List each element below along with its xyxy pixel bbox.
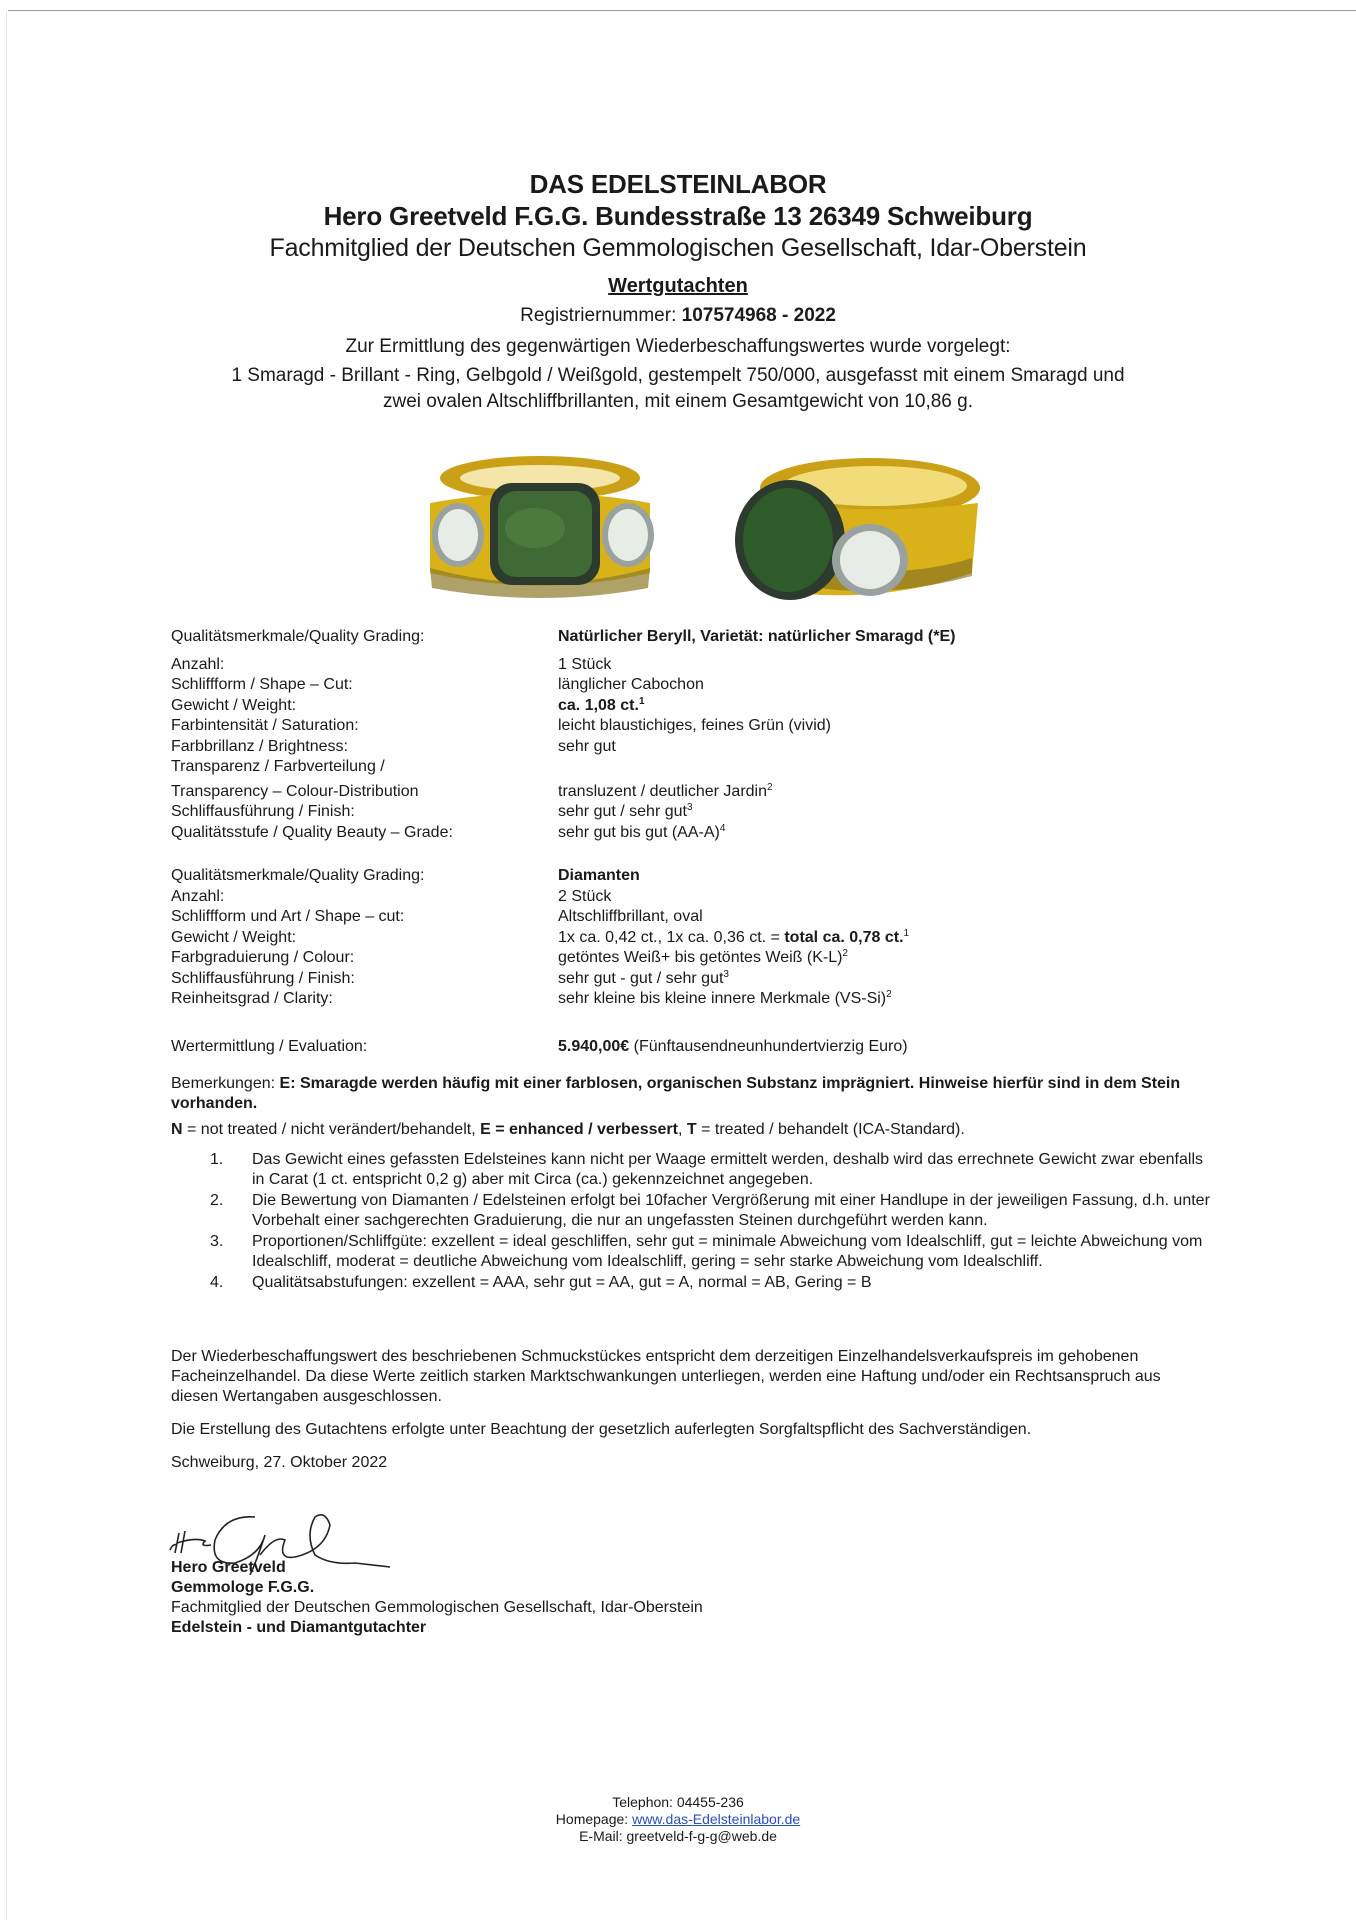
footnote-ref: 3 <box>686 802 693 813</box>
signer-role: Edelstein - und Diamantgutachter <box>171 1619 427 1636</box>
row-value: leicht blaustichiges, feines Grün (vivid) <box>558 717 832 734</box>
registration-label: Registriernummer: <box>520 305 677 326</box>
lab-address: Hero Greetveld F.G.G. Bundesstraße 13 26349 Schweiburg <box>323 201 1033 231</box>
row-label: Schliffausführung / Finish: <box>171 803 355 820</box>
grading-row <box>171 887 1071 908</box>
footnote-item <box>210 1232 1210 1272</box>
diamond-side <box>840 531 900 589</box>
footnote-number: 2. <box>210 1192 224 1209</box>
evaluation-value <box>558 1037 1071 1057</box>
footnote-item <box>210 1191 1210 1231</box>
grading-row <box>171 782 1071 803</box>
diamond-right <box>608 509 648 561</box>
document-title: Wertgutachten <box>608 275 748 297</box>
row-label: Qualitätsstufe / Quality Beauty – Grade: <box>171 823 453 841</box>
row-value: Altschliffbrillant, oval <box>558 908 703 925</box>
grading-row <box>171 989 1071 1010</box>
footnote-item <box>210 1150 1210 1190</box>
email-address: greetveld-f-g-g@web.de <box>626 1828 777 1844</box>
email-line <box>0 1828 1356 1845</box>
finish-value: sehr gut - gut / sehr gut <box>558 969 724 987</box>
emerald-grading-section <box>171 627 1071 843</box>
legend-t-text: = treated / behandelt (ICA-Standard). <box>696 1121 965 1138</box>
ring-front-photo <box>420 448 660 608</box>
footnote-ref: 1 <box>903 927 910 939</box>
weight-detail: 1x ca. 0,42 ct., 1x ca. 0,36 ct. = <box>558 928 785 946</box>
grading-value: Natürlicher Beryll, Varietät: natürlicher Smaragd (*E) <box>558 628 956 645</box>
disclaimer-paragraph: Der Wiederbeschaffungswert des beschriebenen Schmuckstückes entspricht dem derzeitigen Einzelhandelsverkaufspreis im gehobenen Facheinzelhandel. Da diese Werte zeitlich starken Marktschwankungen unterliegen, werden eine Haftung und/oder ein Rechtsanspruch aus diesen Wertangaben ausgeschlossen. <box>171 1348 1161 1405</box>
row-label: Gewicht / Weight: <box>171 696 297 714</box>
diamond-grading-header <box>171 866 1071 887</box>
homepage-link[interactable]: www.das-Edelsteinlabor.de <box>632 1811 801 1827</box>
weight-total: total ca. 0,78 ct. <box>784 928 904 946</box>
row-value <box>558 948 1071 969</box>
letterhead <box>0 168 1356 413</box>
finish-value: sehr gut / sehr gut <box>558 803 687 820</box>
footnote-ref: 3 <box>723 968 729 980</box>
grading-label: Qualitätsmerkmale/Quality Grading: <box>171 867 425 884</box>
footnote-number: 1. <box>210 1151 224 1168</box>
colour-value: getöntes Weiß+ bis getöntes Weiß (K-L) <box>558 949 843 966</box>
legend-n-text: = not treated / nicht verändert/behandelt, <box>182 1121 481 1138</box>
evaluation-amount: 5.940,00€ <box>558 1038 630 1055</box>
diamond-left <box>438 509 478 561</box>
row-label: Schliffausführung / Finish: <box>171 969 355 987</box>
footnote-ref: 4 <box>719 822 726 834</box>
row-value <box>558 782 1071 803</box>
footnote-ref: 2 <box>842 948 848 959</box>
grading-value: Diamanten <box>558 867 640 884</box>
row-label: Schliffform / Shape – Cut: <box>171 676 353 693</box>
grading-row <box>171 802 1071 823</box>
footnote-item <box>210 1273 1210 1293</box>
row-value <box>558 696 1071 717</box>
evaluation-row <box>171 1037 1071 1057</box>
grading-row <box>171 716 1071 737</box>
footnote-text: Die Bewertung von Diamanten / Edelsteinen erfolgt bei 10facher Vergrößerung mit einer Handlupe in der jeweiligen Fassung, d.h. unter Vorbehalt einer sachgerechten Graduierung, die nur an ungefassten Steinen durchgeführt werden kann. <box>252 1192 1210 1229</box>
evaluation-amount-words: (Fünftausendneunhundertvierzig Euro) <box>629 1038 908 1055</box>
grading-row <box>171 948 1071 969</box>
diamond-grading-section <box>171 866 1071 1010</box>
footnote-ref: 2 <box>767 781 773 793</box>
signer-name: Hero Greetveld <box>171 1559 286 1576</box>
treatment-legend <box>171 1120 1201 1140</box>
place-date: Schweiburg, 27. Oktober 2022 <box>171 1454 388 1471</box>
footnote-number: 4. <box>210 1274 224 1291</box>
row-label: Gewicht / Weight: <box>171 928 297 946</box>
grading-row <box>171 655 1071 676</box>
homepage-line <box>0 1811 1356 1828</box>
item-description-1: 1 Smaragd - Brillant - Ring, Gelbgold / Weißgold, gestempelt 750/000, ausgefasst mit einem Smaragd und <box>231 365 1125 386</box>
row-value <box>558 989 1071 1010</box>
footnote-text: Das Gewicht eines gefassten Edelsteines kann nicht per Waage ermittelt werden, deshalb wird das errechnete Gewicht zwar ebenfalls in Carat (1 ct. entspricht 0,2 g) aber mit Circa (ca.) gekennzeichnet angegeben. <box>252 1151 1204 1188</box>
row-value: 2 Stück <box>558 887 612 905</box>
ring-photos <box>420 448 980 608</box>
row-value: länglicher Cabochon <box>558 676 704 693</box>
legend-n-key: N <box>171 1121 183 1138</box>
clarity-value: sehr kleine bis kleine innere Merkmale (VS-Si) <box>558 990 887 1007</box>
signer-title: Gemmologe F.G.G. <box>171 1579 315 1596</box>
phone-line <box>0 1794 1356 1811</box>
item-description-2: zwei ovalen Altschliffbrillanten, mit einem Gesamtgewicht von 10,86 g. <box>382 391 973 412</box>
footnote-text: Qualitätsabstufungen: exzellent = AAA, sehr gut = AA, gut = A, normal = AB, Gering = B <box>252 1274 872 1291</box>
evaluation-label: Wertermittlung / Evaluation: <box>171 1038 368 1055</box>
row-value <box>558 823 1071 844</box>
remarks <box>171 1074 1201 1114</box>
row-label: Reinheitsgrad / Clarity: <box>171 990 333 1007</box>
row-label: Farbbrillanz / Brightness: <box>171 737 348 755</box>
legend-separator: , <box>677 1121 687 1138</box>
row-label: Schliffform und Art / Shape – cut: <box>171 908 405 925</box>
row-value: sehr gut <box>558 737 616 755</box>
signer-membership: Fachmitglied der Deutschen Gemmologischen Gesellschaft, Idar-Oberstein <box>171 1599 703 1616</box>
homepage-label: Homepage: <box>555 1811 633 1827</box>
grading-row <box>171 737 1071 758</box>
row-value <box>558 757 1071 778</box>
grading-row <box>171 907 1071 928</box>
footnotes-list <box>210 1150 1210 1294</box>
legend-e-text: E = enhanced / verbessert <box>480 1121 678 1138</box>
grading-row <box>171 675 1071 696</box>
row-value <box>558 802 1071 823</box>
remarks-text: E: Smaragde werden häufig mit einer farblosen, organischen Substanz imprägniert. Hinweise hierfür sind in dem Stein vorhanden. <box>171 1075 1181 1112</box>
row-label: Anzahl: <box>171 655 225 673</box>
grading-label: Qualitätsmerkmale/Quality Grading: <box>171 628 425 645</box>
row-label: Farbgraduierung / Colour: <box>171 949 355 966</box>
top-border-line <box>8 10 1356 11</box>
footnote-ref: 1 <box>638 695 645 707</box>
emerald-stone-side <box>743 488 833 592</box>
footnote-ref: 2 <box>886 989 892 1000</box>
row-value: 1 Stück <box>558 655 612 673</box>
phone-label: Telephon: <box>612 1794 677 1810</box>
weight-value: ca. 1,08 ct. <box>558 696 639 714</box>
grading-row <box>171 969 1071 990</box>
intro-text: Zur Ermittlung des gegenwärtigen Wiederbeschaffungswertes wurde vorgelegt: <box>345 336 1011 357</box>
ring-side-photo <box>710 448 980 608</box>
row-label: Transparency – Colour-Distribution <box>171 782 419 800</box>
email-label: E-Mail: <box>579 1828 627 1844</box>
contact-footer <box>0 1794 1356 1845</box>
grading-row <box>171 928 1071 949</box>
row-label: Transparenz / Farbverteilung / <box>171 758 385 775</box>
phone-number: 04455-236 <box>676 1794 744 1810</box>
row-value <box>558 969 1071 990</box>
footnote-text: Proportionen/Schliffgüte: exzellent = ideal geschliffen, sehr gut = minimale Abweichung vom Idealschliff, gut = leichte Abweichung vom Idealschliff, moderat = deutliche Abweichung vom Idealschliff, gering = sehr starke Abweichung vom Idealschliff. <box>252 1233 1203 1270</box>
signer-block <box>171 1558 703 1638</box>
grade-value: sehr gut bis gut (AA-A) <box>558 823 720 841</box>
row-value <box>558 928 1071 949</box>
row-label: Anzahl: <box>171 887 225 905</box>
footnote-number: 3. <box>210 1233 224 1250</box>
legend-t-key: T <box>686 1121 697 1138</box>
grading-row <box>171 696 1071 717</box>
grading-row <box>171 757 1071 778</box>
grading-row <box>171 823 1071 844</box>
registration-line <box>0 302 1356 330</box>
transparency-value: transluzent / deutlicher Jardin <box>558 782 767 800</box>
remarks-label: Bemerkungen: <box>171 1075 280 1092</box>
lab-name: DAS EDELSTEINLABOR <box>529 169 827 199</box>
row-label: Farbintensität / Saturation: <box>171 717 359 734</box>
registration-number: 107574968 - 2022 <box>681 305 836 326</box>
diligence-paragraph: Die Erstellung des Gutachtens erfolgte unter Beachtung der gesetzlich auferlegten Sorgfaltspflicht des Sachverständigen. <box>171 1421 1032 1438</box>
lab-membership: Fachmitglied der Deutschen Gemmologischen Gesellschaft, Idar-Oberstein <box>269 234 1087 262</box>
emerald-grading-header <box>171 627 1071 648</box>
